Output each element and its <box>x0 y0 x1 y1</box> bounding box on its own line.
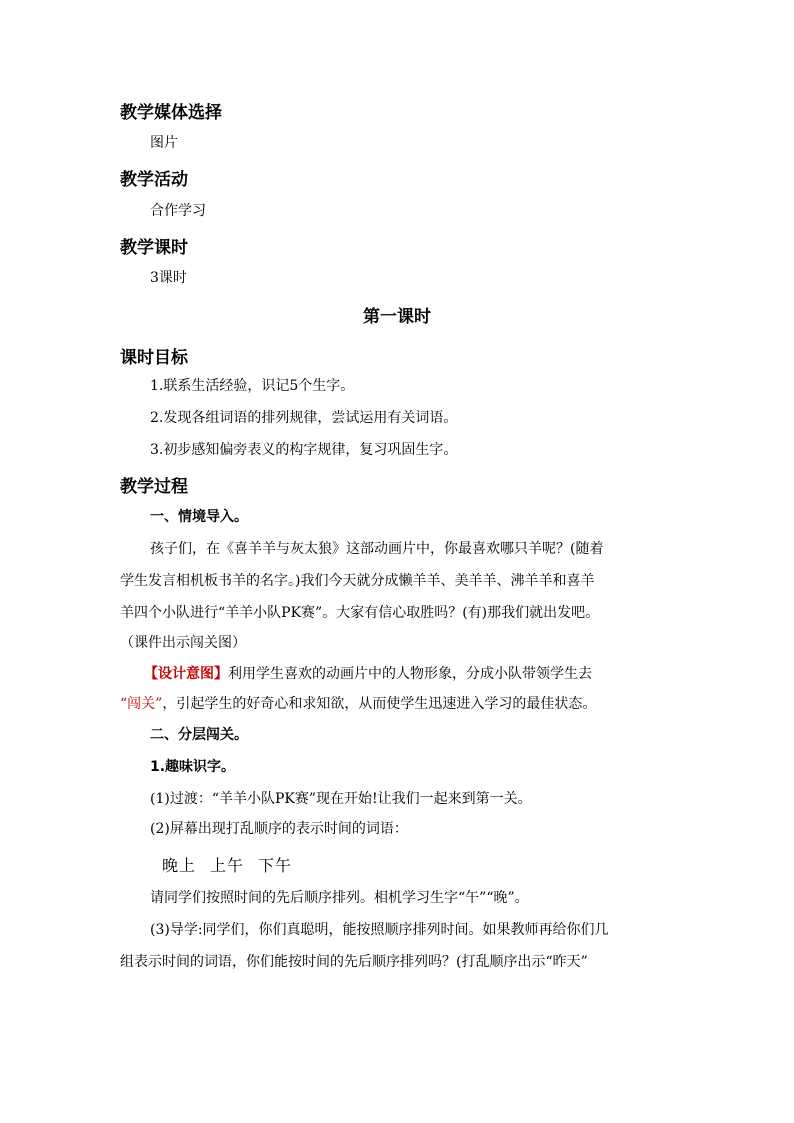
goal-item-3: 3.初步感知偏旁表义的构字规律，复习巩固生字。 <box>150 442 458 458</box>
item-1: (1)过渡：“羊羊小队PK赛”现在开始!让我们一起来到第一关。 <box>150 791 532 807</box>
time-words <box>162 853 306 876</box>
time-word-2: 上午 <box>210 856 245 875</box>
design-intent-highlight: “闯关” <box>120 696 163 712</box>
intro-line-2: 学生发言相机板书羊的名字。)我们今天就分成懒羊羊、美羊羊、沸羊羊和喜羊 <box>120 573 595 589</box>
hours-heading: 教学课时 <box>120 238 188 258</box>
item-3-line-1: (3)导学:同学们，你们真聪明，能按照顺序排列时间。如果教师再给你们几 <box>150 922 609 938</box>
item-3-line-2: 组表示时间的词语，你们能按时间的先后顺序排列吗？(打乱顺序出示“昨天” <box>120 954 588 970</box>
item-2: (2)屏幕出现打乱顺序的表示时间的词语： <box>150 821 408 837</box>
design-intent-line-1 <box>144 665 592 683</box>
intro-line-3: 羊四个小队进行“羊羊小队PK赛”。大家有信心取胜吗？(有)那我们就出发吧。 <box>120 605 600 621</box>
design-intent-text-1: 利用学生喜欢的动画片中的人物形象，分成小队带领学生去 <box>228 666 592 682</box>
time-word-3: 下午 <box>258 856 293 875</box>
design-intent-line-2 <box>120 695 596 713</box>
item-2-follow: 请同学们按照时间的先后顺序排列。相机学习生字“午”“晚”。 <box>150 890 529 906</box>
activity-value: 合作学习 <box>150 203 206 219</box>
step1-title: 一、情境导入。 <box>150 509 248 525</box>
lesson-title: 第一课时 <box>363 307 431 327</box>
time-word-1: 晚上 <box>162 856 197 875</box>
hours-value: 3课时 <box>150 270 187 286</box>
design-intent-text-2: ，引起学生的好奇心和求知欲，从而使学生迅速进入学习的最佳状态。 <box>162 696 597 712</box>
goal-item-1: 1.联系生活经验，识记5个生字。 <box>150 378 355 394</box>
intro-line-4: （课件出示闯关图） <box>120 635 246 651</box>
goals-heading: 课时目标 <box>120 348 188 368</box>
process-heading: 教学过程 <box>120 477 188 497</box>
activity-heading: 教学活动 <box>120 170 188 190</box>
step2-title: 二、分层闯关。 <box>150 727 248 743</box>
intro-line-1: 孩子们，在《喜羊羊与灰太狼》这部动画片中，你最喜欢哪只羊呢？(随着 <box>150 541 604 557</box>
media-heading: 教学媒体选择 <box>120 103 222 123</box>
sub1-title: 1.趣味识字。 <box>150 759 236 775</box>
goal-item-2: 2.发现各组词语的排列规律，尝试运用有关词语。 <box>150 410 458 426</box>
media-value: 图片 <box>150 135 178 151</box>
design-intent-label: 【设计意图】 <box>144 666 228 682</box>
